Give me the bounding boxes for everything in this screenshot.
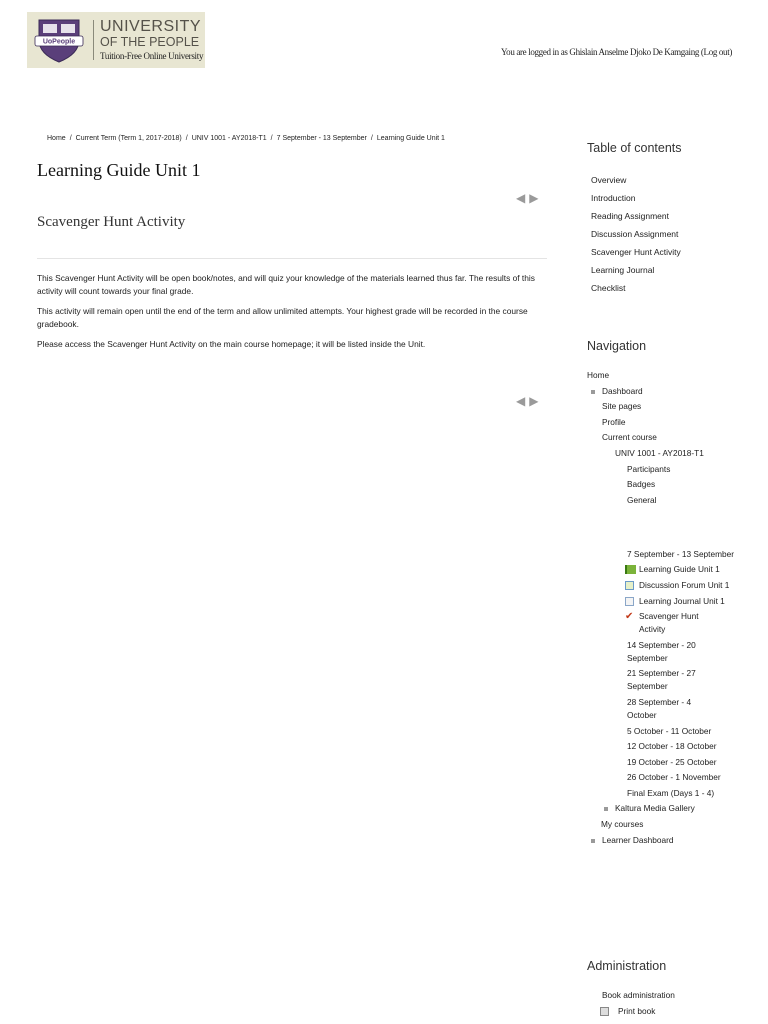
journal-icon [625, 597, 634, 606]
nav-participants[interactable] [627, 463, 747, 476]
breadcrumb-home[interactable]: Home [47, 135, 66, 142]
nav-week-link[interactable]: Final Exam (Days 1 - 4) [627, 787, 715, 798]
content-paragraph: This Scavenger Hunt Activity will be open book/notes, and will quiz your knowledge of the materials learned thus far. The results of this activity will count towards your final grade. [37, 273, 535, 296]
nav-week-8[interactable] [627, 771, 747, 784]
nav-activity-scavenger-hunt[interactable] [627, 610, 719, 636]
nav-course[interactable] [615, 447, 747, 460]
previous-chapter-icon[interactable]: ◀ [516, 191, 526, 205]
content-paragraph: This activity will remain open until the end of the term and allow unlimited attempts. Your highest grade will be recorded in the course gradebook. [37, 306, 528, 329]
nav-activity-link[interactable]: Scavenger Hunt Activity [639, 611, 699, 635]
nav-week-1-link[interactable]: 7 September - 13 September [627, 548, 734, 559]
nav-activity-learning-journal[interactable] [627, 595, 735, 608]
nav-week-link[interactable]: 14 September - 20 September [627, 639, 696, 663]
divider [37, 258, 547, 259]
user-name-link[interactable]: Ghislain Anselme Djoko De Kamgaing [569, 47, 699, 57]
nav-participants-link[interactable]: Participants [627, 463, 671, 474]
nav-week-6[interactable] [627, 740, 747, 753]
breadcrumb-current-term[interactable]: Current Term (Term 1, 2017-2018) [75, 135, 182, 142]
nav-activity-link[interactable]: Learning Journal Unit 1 [639, 595, 725, 606]
admin-book-administration-label[interactable]: Book administration [602, 990, 675, 1000]
chapter-nav-top [516, 192, 538, 204]
login-info [501, 47, 732, 57]
logo-badge-text: UoPeople [42, 38, 76, 46]
nav-week-link[interactable]: 28 September - 4 October [627, 696, 692, 720]
nav-week-1[interactable] [627, 548, 737, 561]
bullet-icon [591, 390, 595, 394]
uopeople-shield-icon [33, 16, 85, 64]
chapter-nav-bottom [516, 395, 538, 407]
nav-activity-discussion-forum[interactable] [627, 579, 735, 592]
nav-general[interactable] [627, 494, 747, 507]
navigation-tree [587, 369, 747, 849]
nav-my-courses[interactable] [601, 818, 747, 831]
toc-item-label[interactable]: Checklist [591, 283, 626, 293]
nav-learner-dashboard-link[interactable]: Learner Dashboard [602, 834, 674, 845]
nav-dashboard[interactable] [602, 385, 747, 398]
breadcrumb-learning-guide[interactable]: Learning Guide Unit 1 [376, 135, 445, 142]
toc-item-label[interactable]: Reading Assignment [591, 211, 669, 221]
nav-badges-link[interactable]: Badges [627, 479, 656, 490]
nav-current-course-label[interactable]: Current course [602, 432, 657, 443]
nav-week-link[interactable]: 12 October - 18 October [627, 741, 717, 752]
logo-line-of-the-people: OF THE PEOPLE [100, 35, 200, 50]
toc-item-checklist[interactable] [591, 281, 681, 299]
nav-site-pages[interactable] [602, 400, 747, 413]
toc-item-reading-assignment[interactable] [591, 209, 681, 227]
nav-badges[interactable] [627, 478, 747, 491]
nav-week-link[interactable]: 21 September - 27 September [627, 668, 696, 692]
toc-item-label[interactable]: Learning Journal [591, 265, 655, 275]
nav-course-link[interactable]: UNIV 1001 - AY2018-T1 [615, 447, 704, 458]
nav-activity-learning-guide[interactable] [627, 563, 735, 576]
previous-chapter-icon[interactable]: ◀ [516, 394, 526, 408]
nav-my-courses-label[interactable]: My courses [601, 819, 644, 830]
logo-text [100, 19, 203, 61]
nav-week-7[interactable] [627, 756, 747, 769]
print-icon [600, 1007, 609, 1016]
nav-week-link[interactable]: 19 October - 25 October [627, 756, 717, 767]
breadcrumb-separator: / [185, 135, 188, 142]
site-logo[interactable] [27, 12, 205, 68]
bullet-icon [591, 839, 595, 843]
toc-item-label[interactable]: Scavenger Hunt Activity [591, 247, 681, 257]
administration-tree [587, 989, 747, 1020]
admin-print-book[interactable] [602, 1005, 747, 1018]
toc-item-introduction[interactable] [591, 191, 681, 209]
nav-kaltura-link[interactable]: Kaltura Media Gallery [615, 803, 695, 814]
breadcrumb-course[interactable]: UNIV 1001 - AY2018-T1 [191, 135, 267, 142]
page-title: Learning Guide Unit 1 [37, 160, 201, 180]
navigation-title: Navigation [587, 339, 647, 353]
toc-list [591, 173, 681, 299]
nav-week-4[interactable] [627, 696, 717, 722]
breadcrumb-week[interactable]: 7 September - 13 September [276, 135, 367, 142]
content-paragraph: Please access the Scavenger Hunt Activity on the main course homepage; it will be listed inside the Unit. [37, 339, 426, 349]
toc-item-scavenger-hunt[interactable] [591, 245, 681, 263]
quiz-icon: ✔ [625, 611, 634, 623]
toc-item-discussion-assignment[interactable] [591, 227, 681, 245]
nav-profile[interactable] [602, 416, 747, 429]
book-icon [625, 565, 636, 574]
nav-week-2[interactable] [627, 639, 717, 665]
administration-title: Administration [587, 959, 667, 973]
nav-home-link[interactable]: Home [587, 370, 610, 380]
chapter-title: Scavenger Hunt Activity [37, 214, 186, 230]
logout-link[interactable]: (Log out) [700, 47, 732, 57]
toc-item-label[interactable]: Overview [591, 175, 627, 185]
breadcrumb-separator: / [370, 135, 373, 142]
nav-home[interactable] [587, 369, 747, 382]
nav-activity-link[interactable]: Discussion Forum Unit 1 [639, 579, 730, 590]
toc-item-learning-journal[interactable] [591, 263, 681, 281]
nav-general-link[interactable]: General [627, 494, 657, 505]
nav-profile-link[interactable]: Profile [602, 416, 626, 427]
toc-item-label[interactable]: Introduction [591, 193, 636, 203]
nav-site-pages-label[interactable]: Site pages [602, 401, 642, 412]
nav-current-course[interactable] [602, 431, 747, 444]
next-chapter-icon[interactable]: ▶ [529, 394, 539, 408]
nav-week-link[interactable]: 26 October - 1 November [627, 772, 721, 783]
admin-print-book-link[interactable]: Print book [618, 1005, 656, 1016]
admin-book-administration[interactable] [602, 989, 747, 1002]
logo-divider [93, 20, 94, 60]
nav-week-link[interactable]: 5 October - 11 October [627, 725, 712, 736]
toc-item-overview[interactable] [591, 173, 681, 191]
next-chapter-icon[interactable]: ▶ [529, 191, 539, 205]
forum-icon [625, 581, 634, 590]
breadcrumb-separator: / [270, 135, 273, 142]
nav-activity-link[interactable]: Learning Guide Unit 1 [639, 564, 720, 575]
nav-week-3[interactable] [627, 667, 717, 693]
nav-dashboard-link[interactable]: Dashboard [602, 385, 643, 396]
nav-kaltura[interactable] [615, 802, 747, 815]
nav-learner-dashboard[interactable] [602, 834, 747, 847]
logo-line-university: UNIVERSITY [100, 18, 202, 36]
breadcrumb [47, 135, 445, 142]
logo-tagline: Tuition-Free Online University [100, 50, 204, 61]
chapter-content [37, 272, 542, 359]
breadcrumb-separator: / [69, 135, 72, 142]
login-prefix: You are logged in as [500, 47, 570, 57]
toc-title: Table of contents [587, 141, 682, 155]
nav-week-5[interactable] [627, 725, 747, 738]
nav-final-exam[interactable] [627, 787, 747, 800]
toc-item-label[interactable]: Discussion Assignment [591, 229, 679, 239]
bullet-icon [604, 807, 608, 811]
